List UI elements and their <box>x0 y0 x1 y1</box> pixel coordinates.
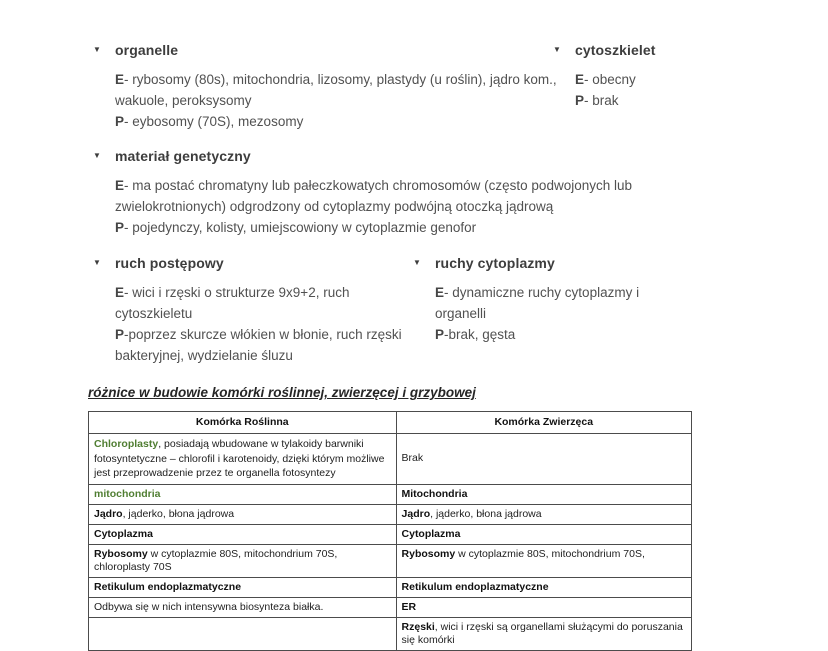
section-title-material-genetyczny: materiał genetyczny <box>115 148 251 164</box>
section-body <box>115 282 417 366</box>
animal-cell-value <box>396 524 691 544</box>
term-highlight: Retikulum endoplazmatyczne <box>401 580 549 593</box>
table-row-mitochondria <box>89 484 692 504</box>
eukaryote-line <box>115 282 417 324</box>
term-highlight: Mitochondria <box>401 487 468 500</box>
eukaryote-line <box>435 282 677 324</box>
term-highlight: Jądro <box>401 507 431 520</box>
section-material-genetyczny <box>93 147 727 238</box>
collapse-triangle-icon[interactable]: ▼ <box>93 151 101 160</box>
prefix-p: P <box>575 93 585 108</box>
collapse-triangle-icon[interactable]: ▼ <box>93 45 101 54</box>
cell-text: w cytoplazmie 80S, mitochondrium 70S, <box>455 547 645 560</box>
term-highlight: Rybosomy <box>94 547 148 560</box>
term-highlight: Cytoplazma <box>94 527 153 540</box>
cell-text: w cytoplazmie 80S, mitochondrium 70S, chloroplasty 70S <box>94 547 338 573</box>
eukaryote-line <box>115 175 727 217</box>
line-text: - eybosomy (70S), mezosomy <box>124 114 304 129</box>
animal-cell-value <box>396 617 691 650</box>
term-highlight: Chloroplasty <box>94 438 159 450</box>
prefix-p: P <box>115 327 125 342</box>
prokaryote-line <box>115 217 727 238</box>
plant-cell-value <box>89 434 397 485</box>
line-text: - pojedynczy, kolisty, umiejscowiony w cytoplazmie genofor <box>124 220 477 235</box>
section-cytoszkielet <box>553 41 775 111</box>
section-header <box>93 41 565 59</box>
line-text: - obecny <box>584 72 636 87</box>
prefix-p: P <box>115 220 125 235</box>
table-row-nucleus <box>89 504 692 524</box>
line-text: - dynamiczne ruchy cytoplazmy i organelli <box>435 285 640 321</box>
table-row-endoplasmic-reticulum <box>89 577 692 597</box>
section-ruchy-cytoplazmy <box>413 254 677 345</box>
section-ruch-postepowy <box>93 254 417 366</box>
prefix-e: E <box>575 72 585 87</box>
prefix-e: E <box>115 178 125 193</box>
table-header-row <box>89 412 692 434</box>
eukaryote-line <box>115 69 565 111</box>
prokaryote-line <box>115 324 417 366</box>
plant-cell-value <box>89 484 397 504</box>
table-row-cilia <box>89 617 692 650</box>
prefix-e: E <box>435 285 445 300</box>
section-title-ruch-postepowy: ruch postępowy <box>115 255 224 271</box>
prefix-e: E <box>115 285 125 300</box>
column-header-plant-cell: Komórka Roślinna <box>89 412 397 434</box>
collapse-triangle-icon[interactable]: ▼ <box>93 258 101 267</box>
plant-cell-value <box>89 617 397 650</box>
section-body <box>575 69 775 111</box>
animal-cell-value <box>396 504 691 524</box>
collapse-triangle-icon[interactable]: ▼ <box>413 258 421 267</box>
prefix-e: E <box>115 72 125 87</box>
cell-text: , jąderko, błona jądrowa <box>122 507 235 520</box>
line-text: - wici i rzęski o strukturze 9x9+2, ruch cytoszkieletu <box>115 285 350 321</box>
table-row-protein-biosynthesis <box>89 597 692 617</box>
term-highlight: ER <box>401 600 417 613</box>
section-title-organelle: organelle <box>115 42 179 58</box>
term-highlight: Rzęski <box>401 620 435 633</box>
prokaryote-line <box>115 111 565 132</box>
section-header <box>413 254 677 272</box>
animal-cell-value <box>396 577 691 597</box>
section-body <box>115 69 565 132</box>
section-title-cytoszkielet: cytoszkielet <box>575 42 656 58</box>
cell-text: , wici i rzęski są organellami służącymi do poruszania się komórki <box>401 620 683 646</box>
prefix-p: P <box>115 114 125 129</box>
column-header-animal-cell: Komórka Zwierzęca <box>396 412 691 434</box>
animal-cell-value <box>396 484 691 504</box>
line-text: -brak, gęsta <box>444 327 516 342</box>
cell-text: , jąderko, błona jądrowa <box>430 507 542 520</box>
cell-text: Brak <box>401 452 424 465</box>
term-highlight: Retikulum endoplazmatyczne <box>94 580 242 593</box>
animal-cell-value <box>396 434 691 485</box>
section-body <box>115 175 727 238</box>
term-highlight: mitochondria <box>94 487 161 500</box>
collapse-triangle-icon[interactable]: ▼ <box>553 45 561 54</box>
cell-comparison-table <box>88 411 692 651</box>
cell-text: Odbywa się w nich intensywna biosynteza białka. <box>94 600 324 613</box>
section-body <box>435 282 677 345</box>
section-title-ruchy-cytoplazmy: ruchy cytoplazmy <box>435 255 555 271</box>
animal-cell-value <box>396 544 691 577</box>
plant-cell-value <box>89 504 397 524</box>
prefix-p: P <box>435 327 445 342</box>
cell-text: , posiadają wbudowane w tylakoidy barwniki fotosyntetyczne – chlorofil i karotenoidy, dzięki którym możliwe jest przeprowadzenie przez te organella fotosyntezy <box>94 438 385 479</box>
prokaryote-line <box>435 324 677 345</box>
eukaryote-line <box>575 69 775 90</box>
plant-cell-value <box>89 544 397 577</box>
plant-cell-value <box>89 524 397 544</box>
table-row-chloroplasts <box>89 434 692 485</box>
section-header <box>93 147 727 165</box>
line-text: - ma postać chromatyny lub pałeczkowatych chromosomów (często podwojonych lub zwielokrotnionych) odgrodzony od cytoplazmy podwójną otoczką jądrową <box>115 178 632 214</box>
table-row-cytoplasm <box>89 524 692 544</box>
term-highlight: Jądro <box>94 507 123 520</box>
plant-cell-value <box>89 597 397 617</box>
term-highlight: Cytoplazma <box>401 527 461 540</box>
line-text: - brak <box>584 93 619 108</box>
section-header <box>553 41 775 59</box>
line-text: - rybosomy (80s), mitochondria, lizosomy, plastydy (u roślin), jądro kom., wakuole, peroksysomy <box>115 72 557 108</box>
section-header <box>93 254 417 272</box>
animal-cell-value <box>396 597 691 617</box>
prokaryote-line <box>575 90 775 111</box>
term-highlight: Rybosomy <box>401 547 456 560</box>
table-row-ribosomes <box>89 544 692 577</box>
section-organelle <box>93 41 565 132</box>
line-text: -poprzez skurcze włókien w błonie, ruch rzęski bakteryjnej, wydzielanie śluzu <box>115 327 402 363</box>
plant-cell-value <box>89 577 397 597</box>
table-heading: różnice w budowie komórki roślinnej, zwierzęcej i grzybowej <box>88 385 476 400</box>
